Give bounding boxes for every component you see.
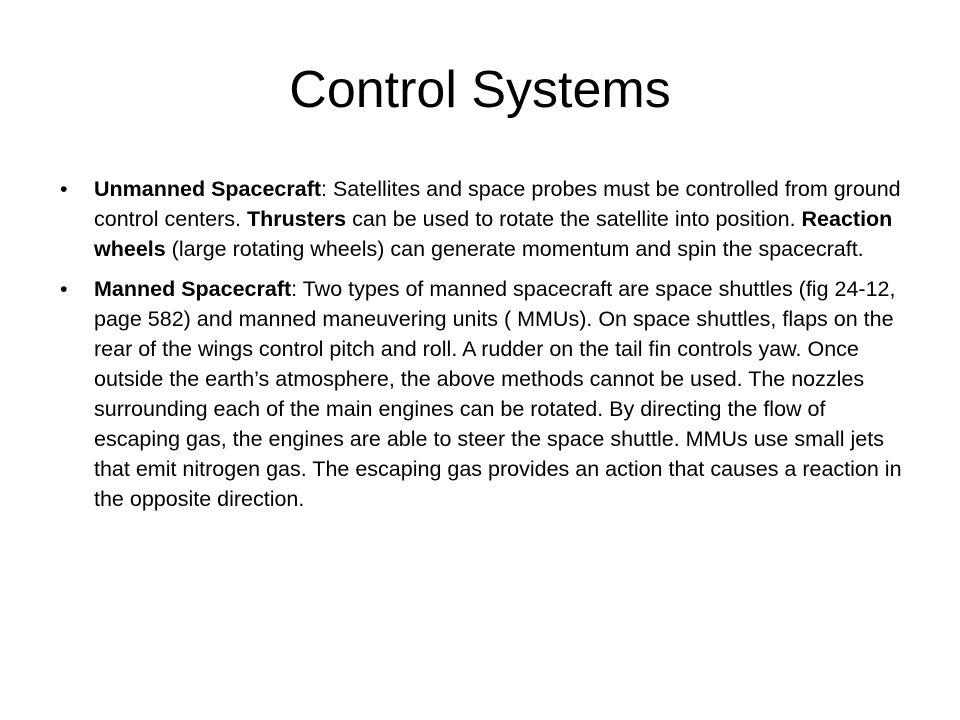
term-thrusters: Thrusters: [246, 207, 347, 231]
term-reaction-wheels: Reaction wheels: [94, 207, 893, 261]
slide-title: Control Systems: [289, 61, 671, 119]
text-segment: : Two types of manned spacecraft are space shuttles (fig 24-12, page 582) and manned maneuvering units ( MMUs). On space shuttles, flaps on the rear of the wings control pitch and roll. A rudder on the tail fin controls yaw. Once outside the earth’s atmosphere, the above methods cannot be used. The nozzles surrounding each of the main engines can be rotated. By directing the flow of escaping gas, the engines are able to steer the space shuttle. MMUs use small jets that emit nitrogen gas. The escaping gas provides an action that causes a reaction in the opposite direction.: [94, 277, 902, 511]
bullet-icon: •: [60, 177, 68, 201]
bullet-icon: •: [60, 277, 68, 301]
text-segment: can be used to rotate the satellite into position.: [346, 207, 802, 231]
bullet-item-unmanned-spacecraft: [60, 174, 912, 264]
text-segment: : Satellites and space probes must be controlled from ground control centers.: [94, 177, 901, 231]
text-segment: (large rotating wheels) can generate momentum and spin the spacecraft.: [165, 237, 864, 261]
term-manned-spacecraft: Manned Spacecraft: [94, 277, 292, 301]
bullet-list: [60, 174, 912, 524]
bullet-item-manned-spacecraft: [60, 274, 912, 514]
term-unmanned-spacecraft: Unmanned Spacecraft: [94, 177, 322, 201]
